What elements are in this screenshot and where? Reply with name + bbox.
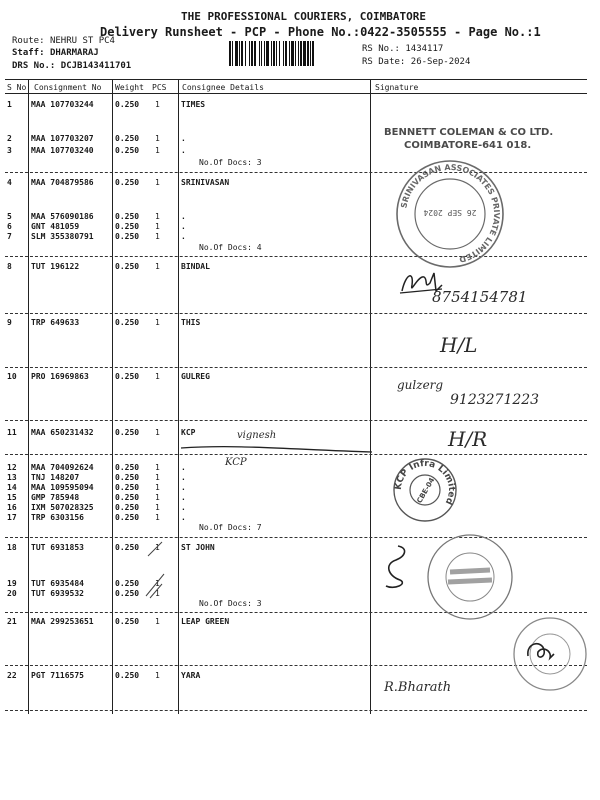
row-consignment-no: TUT 6931853 (31, 543, 84, 552)
row-consignee: TIMES (181, 100, 206, 109)
row-sno: 3 (7, 146, 12, 155)
rs-date-line (362, 57, 470, 67)
row-consignment-no: TUT 196122 (31, 262, 80, 271)
row-consignment-no: MAA 704879586 (31, 178, 94, 187)
row-weight: 0.250 (115, 372, 140, 381)
row10-handwritten-number: 9123271223 (450, 392, 540, 408)
row-consignee: . (181, 212, 186, 221)
row-consignee: . (181, 493, 186, 502)
row-sno: 19 (7, 579, 17, 588)
row-sno: 5 (7, 212, 12, 221)
row-separator (5, 313, 587, 314)
row8-handwritten-number: 8754154781 (432, 288, 528, 306)
barcode-image (229, 41, 354, 66)
rs-date-label: RS Date: (362, 57, 406, 67)
row-consignee: GULREG (181, 372, 210, 381)
row-pcs: 1 (155, 262, 160, 271)
row-consignment-no: GNT 481059 (31, 222, 80, 231)
row-consignment-no: MAA 109595094 (31, 483, 94, 492)
row-pcs: 1 (155, 212, 160, 221)
row-weight: 0.250 (115, 262, 140, 271)
row-pcs: 1 (155, 100, 160, 109)
row-pcs: 1 (155, 372, 160, 381)
row-consignee: ST JOHN (181, 543, 215, 552)
row18-signature (378, 542, 418, 592)
row-sno: 14 (7, 483, 17, 492)
rs-no-label: RS No.: (362, 44, 400, 54)
row-sno: 1 (7, 100, 12, 109)
staff-label: Staff: (12, 48, 45, 58)
route-label: Route: (12, 36, 45, 46)
row-consignee: . (181, 513, 186, 522)
row-consignment-no: MAA 650231432 (31, 428, 94, 437)
pcs-tick-marks (108, 534, 168, 606)
doc-count: No.Of Docs: 3 (199, 599, 262, 608)
row-pcs: 1 (155, 463, 160, 472)
row21-signature (522, 636, 558, 666)
row-sno: 10 (7, 372, 17, 381)
row-weight: 0.250 (115, 617, 140, 626)
row-pcs: 1 (155, 513, 160, 522)
bennett-stamp-line1: BENNETT COLEMAN & CO LTD. (384, 127, 554, 138)
row-consignee: LEAP GREEN (181, 617, 230, 626)
row-consignment-no: MAA 576090186 (31, 212, 94, 221)
col-divider (112, 79, 113, 714)
srinivasan-round-stamp (394, 158, 506, 270)
row-sno: 13 (7, 473, 17, 482)
col-divider (28, 79, 29, 714)
row-separator (5, 420, 587, 421)
kcp-round-stamp (392, 457, 458, 523)
row-pcs: 1 (155, 493, 160, 502)
row-weight: 0.250 (115, 513, 140, 522)
col-divider (178, 79, 179, 714)
row-sno: 15 (7, 493, 17, 502)
col-header-signature: Signature (375, 83, 419, 92)
rs-date-value: 26-Sep-2024 (410, 57, 471, 67)
row-pcs: 1 (155, 617, 160, 626)
row-consignee: THIS (181, 318, 201, 327)
col-header-pcs: PCS (152, 83, 167, 92)
row-sno: 9 (7, 318, 12, 327)
row-consignment-no: TUT 6939532 (31, 589, 84, 598)
kcp-stamp-ring-text: KCP Infra Limited (393, 458, 457, 506)
row-weight: 0.250 (115, 671, 140, 680)
row-weight: 0.250 (115, 146, 140, 155)
row-sno: 2 (7, 134, 12, 143)
row-consignee: YARA (181, 671, 201, 680)
row-consignee: KCP (181, 428, 196, 437)
row-consignment-no: MAA 107703244 (31, 100, 94, 109)
row-sno: 8 (7, 262, 12, 271)
rs-no-value: 1434117 (405, 44, 444, 54)
row-consignment-no: MAA 299253651 (31, 617, 94, 626)
row-consignee: SRINIVASAN (181, 178, 230, 187)
row10-handwritten-name: gulzerg (397, 378, 444, 392)
row-consignment-no: PRO 16969863 (31, 372, 89, 381)
row-pcs: 1 (155, 503, 160, 512)
doc-count: No.Of Docs: 7 (199, 523, 262, 532)
row-pcs: 1 (155, 483, 160, 492)
row-consignee: . (181, 483, 186, 492)
row11-strike-line (179, 440, 374, 456)
row22-handwritten-name: R.Bharath (384, 680, 452, 695)
srinivasan-stamp-date: 26 SEP 2024 (423, 208, 477, 217)
row-weight: 0.250 (115, 503, 140, 512)
row-consignee: . (181, 222, 186, 231)
row-consignee: . (181, 473, 186, 482)
row-separator (5, 710, 587, 711)
row-sno: 16 (7, 503, 17, 512)
bennett-stamp-line2: COIMBATORE-641 018. (404, 140, 532, 151)
row-pcs: 1 (155, 589, 160, 598)
row-sno: 11 (7, 428, 17, 437)
row-weight: 0.250 (115, 473, 140, 482)
row-sno: 18 (7, 543, 17, 552)
row18-seal-stamp (420, 532, 520, 622)
rs-no-line (362, 44, 443, 54)
row-sno: 12 (7, 463, 17, 472)
route-value: NEHRU ST PC4 (49, 36, 115, 46)
row-sno: 21 (7, 617, 17, 626)
row-consignment-no: TRP 6303156 (31, 513, 84, 522)
row-sno: 22 (7, 671, 17, 680)
row-weight: 0.250 (115, 222, 140, 231)
row-pcs: 1 (155, 671, 160, 680)
row-separator (5, 665, 587, 666)
row-weight: 0.250 (115, 579, 140, 588)
row-sno: 4 (7, 178, 12, 187)
kcp-stamp-center: CBE-04 (415, 476, 437, 505)
route-line (12, 36, 115, 46)
row-pcs: 1 (155, 318, 160, 327)
col-header-consignee: Consignee Details (182, 83, 264, 92)
table-header-border (5, 93, 587, 94)
row-weight: 0.250 (115, 100, 140, 109)
row-pcs: 1 (155, 134, 160, 143)
row-consignment-no: MAA 704092624 (31, 463, 94, 472)
col-divider (370, 79, 371, 714)
row-weight: 0.250 (115, 493, 140, 502)
drs-line (12, 61, 131, 71)
row-consignee: . (181, 503, 186, 512)
row-consignee: . (181, 232, 186, 241)
row-sno: 6 (7, 222, 12, 231)
row-sno: 20 (7, 589, 17, 598)
row-weight: 0.250 (115, 483, 140, 492)
row-consignment-no: TNJ 148207 (31, 473, 80, 482)
row-pcs: 1 (155, 473, 160, 482)
row-consignment-no: SLM 355380791 (31, 232, 94, 241)
row-weight: 0.250 (115, 212, 140, 221)
col-header-consignment: Consignment No (34, 83, 102, 92)
doc-count: No.Of Docs: 4 (199, 243, 262, 252)
staff-line (12, 48, 99, 58)
row-weight: 0.250 (115, 428, 140, 437)
row-sno: 17 (7, 513, 17, 522)
row-consignment-no: MAA 107703207 (31, 134, 94, 143)
row-weight: 0.250 (115, 178, 140, 187)
row-weight: 0.250 (115, 589, 140, 598)
row-sno: 7 (7, 232, 12, 241)
row11-handwritten-kcp: KCP (225, 457, 247, 468)
drs-value: DCJB143411701 (60, 61, 132, 71)
drs-label: DRS No.: (12, 61, 56, 71)
row-pcs: 1 (155, 232, 160, 241)
staff-value: DHARMARAJ (49, 48, 99, 58)
row-separator (5, 367, 587, 368)
row-consignee: . (181, 146, 186, 155)
row-pcs: 1 (155, 178, 160, 187)
row-consignee: . (181, 463, 186, 472)
row11-handwritten-name: vignesh (237, 430, 277, 441)
row-weight: 0.250 (115, 463, 140, 472)
row-consignee: BINDAL (181, 262, 210, 271)
row11-handwritten-hr: H/R (448, 427, 488, 451)
runsheet-title: Delivery Runsheet - PCP - Phone No.:0422-3505555 - Page No.:1 (100, 25, 541, 39)
col-header-weight: Weight (115, 83, 144, 92)
doc-count: No.Of Docs: 3 (199, 158, 262, 167)
table-top-border (5, 79, 587, 80)
row-weight: 0.250 (115, 543, 140, 552)
row-weight: 0.250 (115, 232, 140, 241)
row-weight: 0.250 (115, 318, 140, 327)
row-consignment-no: TUT 6935484 (31, 579, 84, 588)
row-pcs: 1 (155, 428, 160, 437)
row-pcs: 1 (155, 146, 160, 155)
row-consignment-no: PGT 7116575 (31, 671, 84, 680)
row9-handwritten: H/L (440, 333, 478, 357)
row-consignment-no: MAA 107703240 (31, 146, 94, 155)
row-weight: 0.250 (115, 134, 140, 143)
company-title: THE PROFESSIONAL COURIERS, COIMBATORE (181, 10, 427, 23)
row-pcs: 1 (155, 222, 160, 231)
row-pcs: 1 (155, 543, 160, 552)
srinivasan-stamp-ring-text: SRINIVASAN ASSOCIATES PRIVATE LIMITED (399, 162, 502, 264)
row-consignment-no: TRP 649633 (31, 318, 80, 327)
row-consignment-no: IXM 507028325 (31, 503, 94, 512)
row-consignee: . (181, 134, 186, 143)
row-consignment-no: GMP 785948 (31, 493, 80, 502)
col-header-sno: S No (7, 83, 27, 92)
row-pcs: 1 (155, 579, 160, 588)
